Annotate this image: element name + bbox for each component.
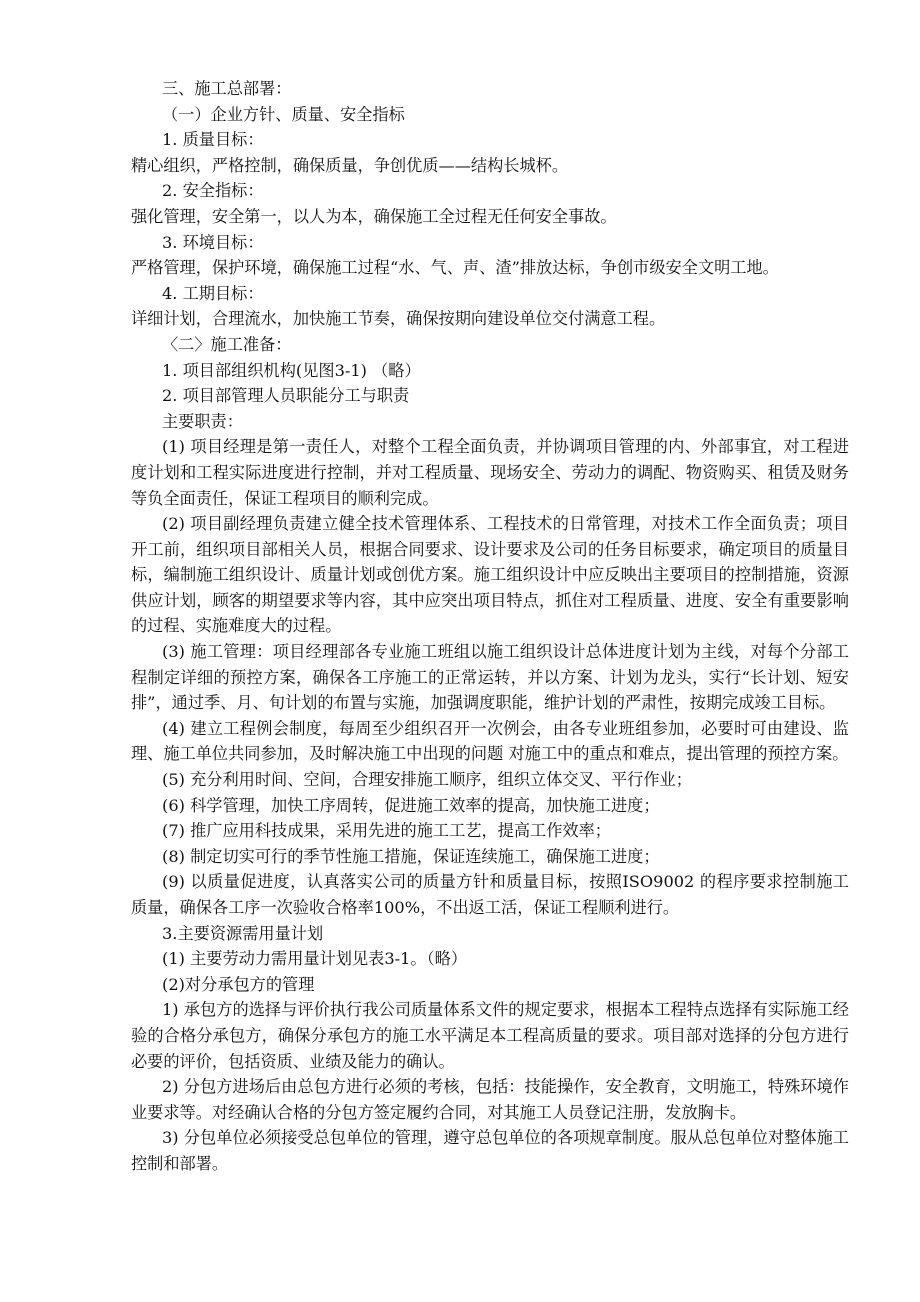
item-heading: 2. 项目部管理人员职能分工与职责 [162,386,410,406]
item-heading: 1. 质量目标： [162,130,264,150]
document-page [131,76,849,1177]
item-heading: 4. 工期目标： [162,283,264,303]
paragraph: (3) 施工管理：项目经理部各专业施工班组以施工组织设计总体进度计划为主线，对每个分部工程制定详细的预控方案，确保各工序施工的正常运转，并以方案、计划为龙头，实行“长计划、短安排”，通过季、月、旬计划的布置与实施，加强调度职能，维护计划的严肃性，按期完成竣工目标。 [131,642,849,713]
paragraph: (5) 充分利用时间、空间，合理安排施工顺序，组织立体交叉、平行作业； [162,770,692,790]
item-heading: 2. 安全指标： [162,181,264,201]
paragraph: (1) 项目经理是第一责任人，对整个工程全面负责，并协调项目管理的内、外部事宜，对工程进度计划和工程实际进度进行控制，并对工程质量、现场安全、劳动力的调配、物资购买、租赁及财务等负全面责任，保证工程项目的顺利完成。 [131,437,849,508]
item-heading: 1. 项目部组织机构(见图3-1) （略） [162,360,421,380]
paragraph: 详细计划，合理流水，加快施工节奏，确保按期向建设单位交付满意工程。 [131,309,666,329]
item-heading: 3.主要资源需用量计划 [162,923,324,943]
paragraph: 3) 分包单位必须接受总包单位的管理，遵守总包单位的各项规章制度。服从总包单位对整体施工控制和部署。 [131,1128,849,1173]
paragraph: (6) 科学管理，加快工序周转，促进施工效率的提高，加快施工进度； [162,795,660,815]
subsection-heading: 〈二〉施工准备： [162,334,292,354]
item-heading: 3. 环境目标： [162,232,264,252]
paragraph: 强化管理，安全第一，以人为本，确保施工全过程无任何安全事故。 [131,206,617,226]
paragraph: (1) 主要劳动力需用量计划见表3-1。（略） [162,949,468,969]
paragraph: (2) 项目副经理负责建立健全技术管理体系、工程技术的日常管理，对技术工作全面负责；项目开工前，组织项目部相关人员，根据合同要求、设计要求及公司的任务目标要求，确定项目的质量目标，编制施工组织设计、质量计划或创优方案。施工组织设计中应反映出主要项目的控制措施，资源供应计划，顾客的期望要求等内容，其中应突出项目特点，抓住对工程质量、进度、安全有重要影响的过程、实施难度大的过程。 [131,514,849,636]
paragraph: (9) 以质量促进度，认真落实公司的质量方针和质量目标，按照ISO9002 的程序要求控制施工质量，确保各工序一次验收合格率100%，不出返工活，保证工程顺利进行。 [131,872,849,917]
paragraph: 精心组织，严格控制，确保质量，争创优质——结构长城杯。 [131,155,569,175]
item-heading: (2)对分承包方的管理 [162,974,315,994]
paragraph: 2) 分包方进场后由总包方进行必须的考核，包括：技能操作，安全教育，文明施工，特殊环境作业要求等。对经确认合格的分包方签定履约合同，对其施工人员登记注册，发放胸卡。 [131,1077,849,1122]
paragraph: 1) 承包方的选择与评价执行我公司质量体系文件的规定要求，根据本工程特点选择有实际施工经验的合格分承包方，确保分承包方的施工水平满足本工程高质量的要求。项目部对选择的分包方进行必要的评价，包括资质、业绩及能力的确认。 [131,1000,849,1071]
paragraph: (4) 建立工程例会制度，每周至少组织召开一次例会，由各专业班组参加，必要时可由建设、监理、施工单位共同参加，及时解决施工中出现的问题 对施工中的重点和难点，提出管理的预控方案。 [131,718,849,764]
subsection-heading: （一）企业方针、质量、安全指标 [162,104,405,124]
paragraph: 严格管理，保护环境，确保施工过程“水、气、声、渣”排放达标，争创市级安全文明工地。 [131,258,779,278]
section-heading: 三、施工总部署： [162,79,292,98]
paragraph: (7) 推广应用科技成果，采用先进的施工工艺，提高工作效率； [162,821,611,841]
paragraph: (8) 制定切实可行的季节性施工措施，保证连续施工，确保施工进度； [162,846,660,866]
item-heading: 主要职责： [162,411,243,431]
